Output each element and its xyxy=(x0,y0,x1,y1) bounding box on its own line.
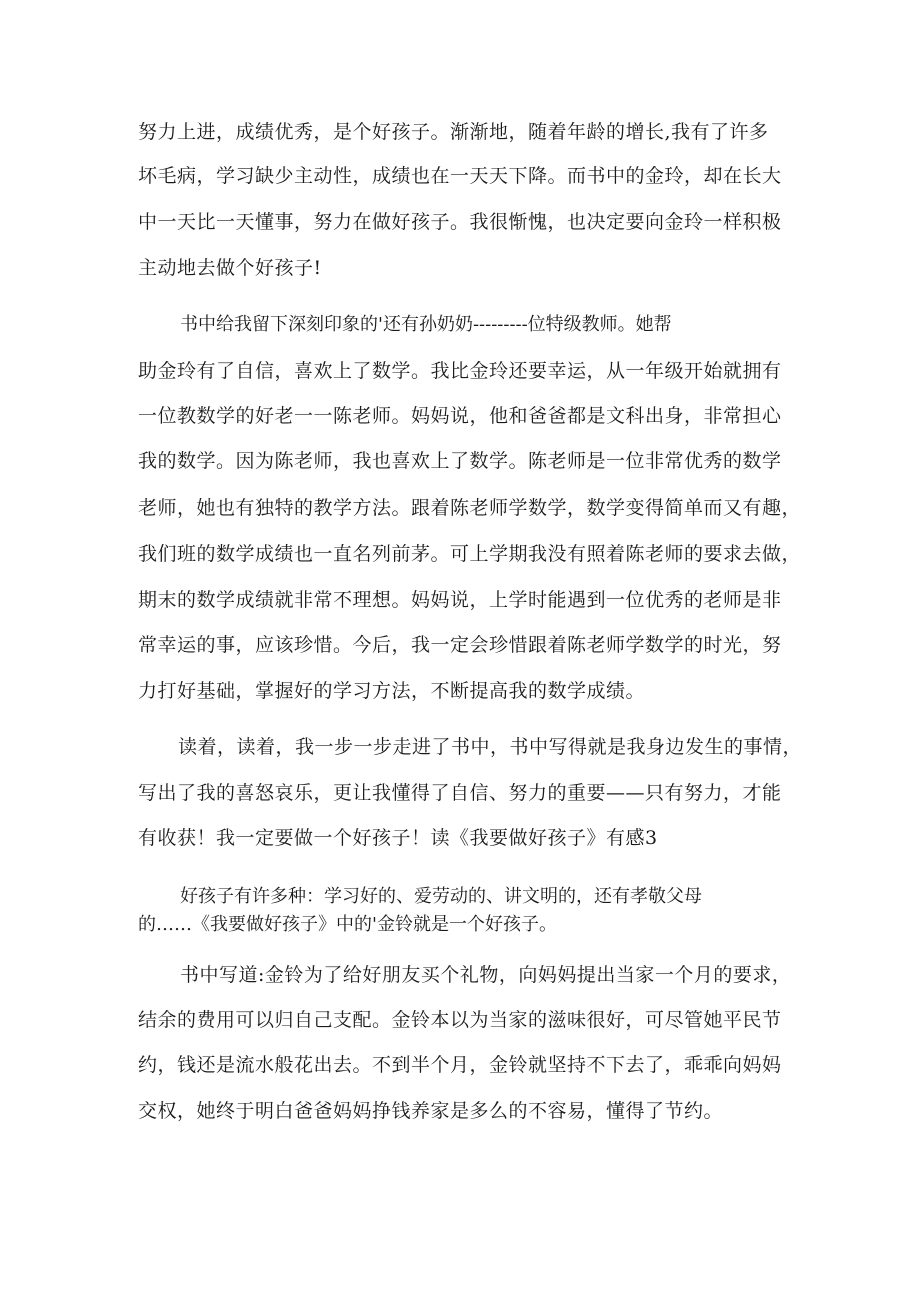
text-line: 一位教数学的好老一一陈老师。妈妈说，他和爸爸都是文科出身，非常担心 xyxy=(138,405,782,427)
text-line: 写出了我的喜怒哀乐，更让我懂得了自信、努力的重要——只有努力，才能 xyxy=(138,782,782,804)
text-line: 坏毛病，学习缺少主动性，成绩也在一天天下降。而书中的金玲，却在长大 xyxy=(138,165,782,187)
text-line: 读着，读着，我一步一步走进了书中，书中写得就是我身边发生的事情， xyxy=(178,736,803,758)
text-line: 常幸运的事，应该珍惜。今后，我一定会珍惜跟着陈老师学数学的时光，努 xyxy=(138,634,782,656)
text-line: 力打好基础，掌握好的学习方法，不断提高我的数学成绩。 xyxy=(138,680,646,702)
text-line: 的……《我要做好孩子》中的'金铃就是一个好孩子。 xyxy=(138,914,557,935)
text-line: 交权，她终于明白爸爸妈妈挣钱养家是多么的不容易，懂得了节约。 xyxy=(138,1100,724,1122)
text-line: 有收获！我一定要做一个好孩子！读《我要做好孩子》有感3 xyxy=(138,827,658,849)
text-line: 书中写道:金铃为了给好朋友买个礼物，向妈妈提出当家一个月的要求， xyxy=(180,964,792,986)
text-line: 结余的费用可以归自己支配。金铃本以为当家的滋味很好，可尽管她平民节 xyxy=(138,1009,782,1031)
text-line: 约，钱还是流水般花出去。不到半个月，金铃就坚持不下去了，乖乖向妈妈 xyxy=(138,1054,782,1076)
text-line: 努力上进，成绩优秀，是个好孩子。渐渐地，随着年龄的增长,我有了许多 xyxy=(138,121,769,143)
text-line: 中一天比一天懂事，努力在做好孩子。我很惭愧，也决定要向金玲一样积极 xyxy=(138,211,782,233)
text-line: 老师，她也有独特的教学方法。跟着陈老师学数学，数学变得简单而又有趣， xyxy=(138,497,802,519)
text-line: 主动地去做个好孩子! xyxy=(138,257,322,279)
text-line: 我们班的数学成绩也一直名列前茅。可上学期我没有照着陈老师的要求去做， xyxy=(138,543,802,565)
text-line: 我的数学。因为陈老师，我也喜欢上了数学。陈老师是一位非常优秀的数学 xyxy=(138,450,782,472)
text-line: 书中给我留下深刻印象的'还有孙奶奶---------位特级教师。她帮 xyxy=(180,314,672,335)
text-line: 好孩子有许多种：学习好的、爱劳动的、讲文明的，还有孝敬父母 xyxy=(180,886,702,907)
text-line: 期末的数学成绩就非常不理想。妈妈说，上学时能遇到一位优秀的老师是非 xyxy=(138,589,782,611)
text-line: 助金玲有了自信，喜欢上了数学。我比金玲还要幸运，从一年级开始就拥有 xyxy=(138,360,782,382)
